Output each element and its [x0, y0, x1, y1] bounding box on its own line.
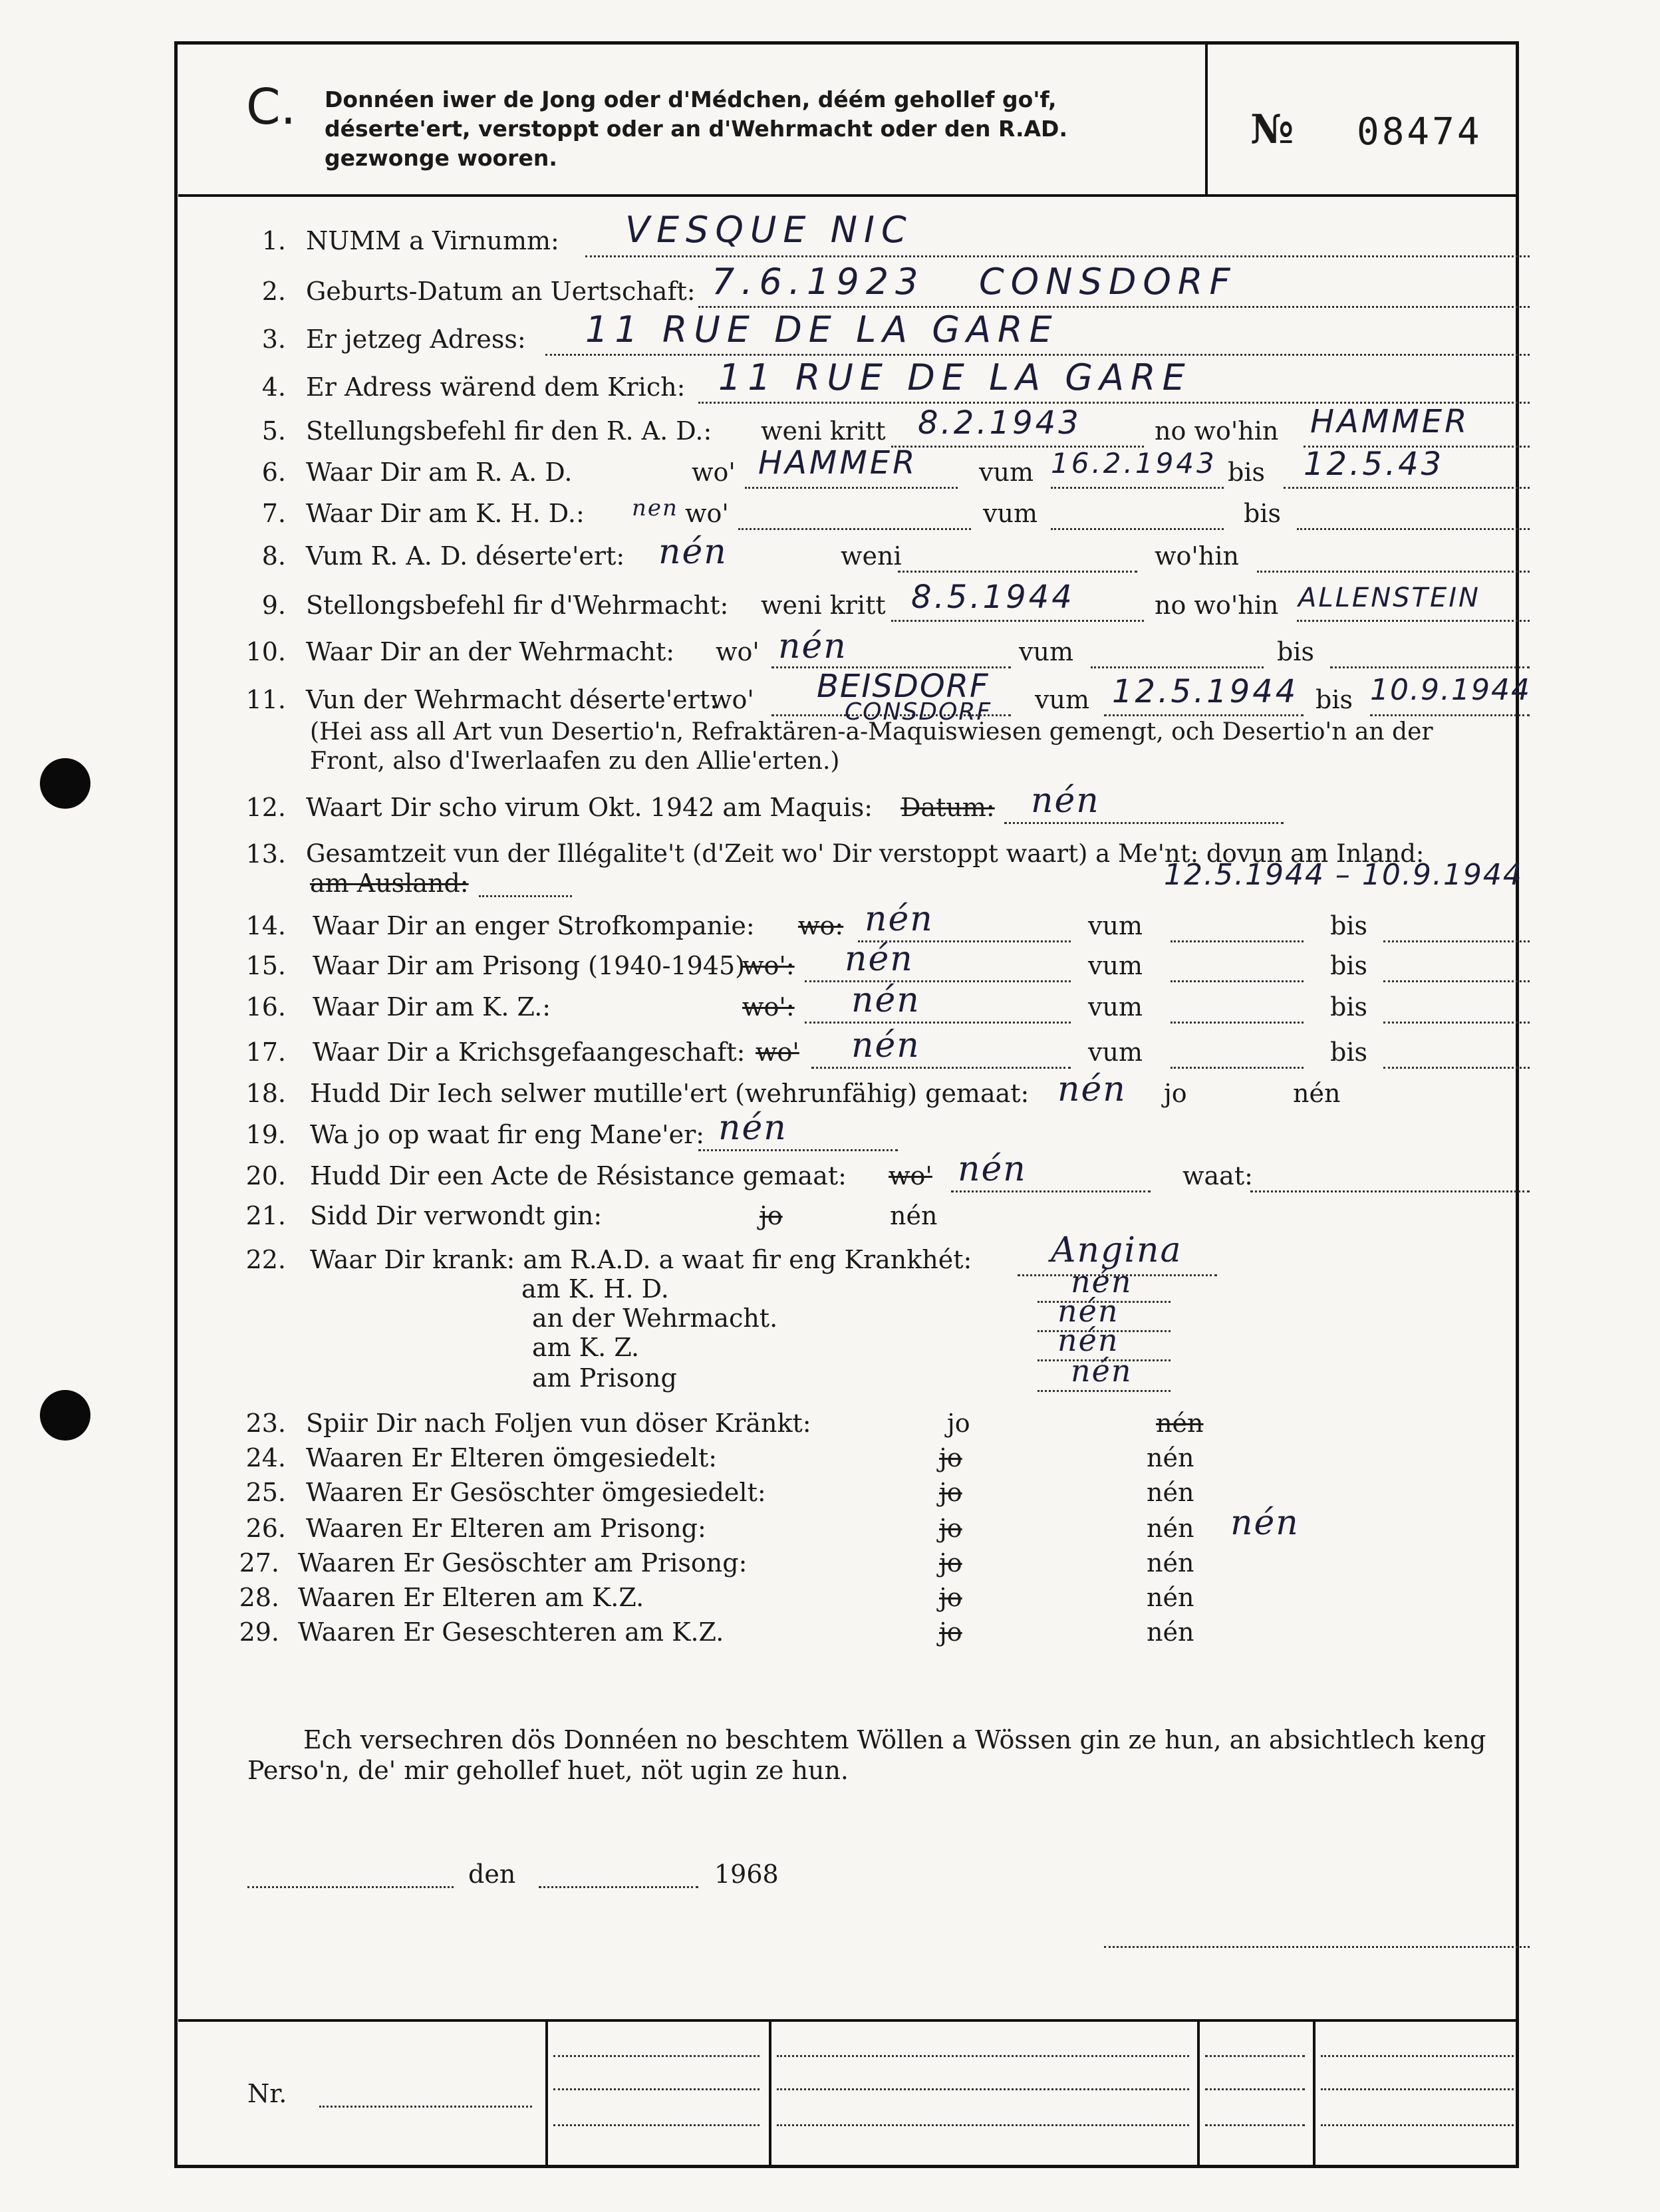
nr-dotted-line[interactable] [319, 2106, 532, 2108]
wehrmacht-desertion-label: Vun der Wehrmacht déserte'ert: [306, 685, 718, 714]
year-label: 1968 [714, 1860, 779, 1889]
date-dotted-line[interactable] [539, 1886, 698, 1888]
kz-where-struck: wo': [742, 992, 795, 1022]
war-address-value[interactable]: 11 RUE DE LA GARE [718, 356, 1192, 398]
parents-prison-no: nén [1147, 1514, 1194, 1543]
rad-service-from[interactable]: 16.2.1943 [1051, 447, 1217, 480]
line-14 [0, 899, 1660, 951]
line-number: 26. [245, 1514, 286, 1543]
wehrmacht-desertion-from-label: vum [1035, 685, 1089, 714]
line-number: 12. [245, 793, 286, 822]
wehrmacht-order-label: Stellongsbefehl fir d'Wehrmacht: [306, 591, 729, 620]
footer-dotted-line [777, 2055, 1189, 2057]
rad-order-label: Stellungsbefehl fir den R. A. D.: [306, 416, 712, 446]
penal-company-label: Waar Dir an enger Strofkompanie: [313, 911, 755, 940]
maquis-answer[interactable]: nén [1031, 781, 1100, 821]
line-1 [0, 209, 1660, 266]
form-number: 08474 [1357, 110, 1482, 154]
rad-order-when-label: weni kritt [761, 416, 886, 446]
line-number: 18. [245, 1079, 286, 1108]
prison-answer[interactable]: nén [845, 939, 914, 979]
prison-to-line [1383, 980, 1530, 982]
rad-service-to-label: bis [1228, 458, 1265, 487]
manner-dotted-line [698, 1149, 898, 1151]
resistance-what-label: waat: [1182, 1161, 1253, 1190]
wehrmacht-service-label: Waar Dir an der Wehrmacht: [306, 637, 675, 666]
resistance-what-line [1250, 1190, 1530, 1192]
line-number: 4. [261, 372, 286, 402]
resistance-label: Hudd Dir een Acte de Résistance gemaat: [310, 1161, 847, 1190]
rad-order-date[interactable]: 8.2.1943 [918, 404, 1081, 442]
rad-desertion-where-label: wo'hin [1155, 541, 1239, 571]
penal-company-answer[interactable]: nén [865, 899, 934, 939]
line-number: 21. [245, 1201, 286, 1230]
line-number: 16. [245, 992, 286, 1022]
line-25 [0, 1478, 1660, 1518]
illness-answer[interactable]: Angina [1051, 1230, 1182, 1270]
line-number: 1. [261, 226, 286, 255]
rad-service-place[interactable]: HAMMER [758, 444, 918, 482]
rad-desertion-place-line [1257, 571, 1530, 573]
rad-desertion-date-line [898, 571, 1137, 573]
line-number: 20. [245, 1161, 286, 1190]
pow-label: Waar Dir a Krichsgefaangeschaft: [313, 1037, 746, 1067]
kz-place-line [805, 1022, 1071, 1024]
birth-dotted-line [698, 306, 1530, 308]
number-label: № [1250, 106, 1294, 153]
kz-from-line [1171, 1022, 1304, 1024]
line-29 [0, 1617, 1660, 1657]
parents-resettled-yes-struck: jo [939, 1443, 962, 1472]
line-number: 5. [261, 416, 286, 446]
wehrmacht-service-from-label: vum [1019, 637, 1073, 666]
line-number: 9. [261, 591, 286, 620]
desertion-note-line-1: (Hei ass all Art vun Desertio'n, Refraktären-a-Maquiswiesen gemengt, och Desertio'n an der [310, 718, 1433, 746]
form-title: Donnéen iwer de Jong oder d'Médchen, déém gehollef go'f, déserte'ert, verstoppt oder an d'Wehrmacht oder den R.AD. gezwonge wooren. [325, 86, 1067, 171]
birth-value[interactable]: 7.6.1923 CONSDORF [712, 261, 1237, 303]
rad-service-from-line [1051, 487, 1224, 489]
illness-sub-answer[interactable]: nén [1057, 1293, 1119, 1329]
footer-dotted-line [1321, 2124, 1514, 2126]
line-number: 3. [261, 325, 286, 354]
illness-sub-line [1038, 1390, 1171, 1392]
rad-service-from-label: vum [979, 458, 1034, 487]
khd-where-label: wo' [685, 499, 729, 528]
resistance-place-line [951, 1190, 1151, 1192]
war-address-label: Er Adress wärend dem Krich: [306, 372, 686, 402]
parents-resettled-label: Waaren Er Elteren ömgesiedelt: [306, 1443, 718, 1472]
illness-label: Waar Dir krank: am R.A.D. a waat fir eng Krankhét: [310, 1245, 972, 1274]
footer-dotted-line [1205, 2124, 1305, 2126]
maquis-label: Waart Dir scho virum Okt. 1942 am Maquis: [306, 793, 873, 822]
khd-place-line [738, 528, 971, 530]
illness-sub-label: am Prisong [532, 1363, 677, 1393]
prison-label: Waar Dir am Prisong (1940-1945) [313, 951, 745, 980]
line-number: 17. [245, 1037, 286, 1067]
resistance-answer[interactable]: nén [958, 1149, 1027, 1189]
line-number: 28. [239, 1583, 279, 1612]
kz-from-label: vum [1088, 992, 1143, 1022]
line-23 [0, 1409, 1660, 1449]
name-label: NUMM a Virnumm: [306, 226, 559, 255]
line-number: 25. [245, 1478, 286, 1507]
khd-to-line [1297, 528, 1530, 530]
wehrmacht-service-from-line [1091, 666, 1264, 668]
siblings-prison-yes-struck: jo [939, 1548, 962, 1578]
footer-top-rule [178, 2019, 1516, 2022]
penal-company-from-line [1171, 940, 1304, 942]
name-value[interactable]: VESQUE NIC [625, 209, 913, 251]
maquis-dotted-line [1004, 822, 1284, 824]
wehrmacht-order-place[interactable]: ALLENSTEIN [1298, 583, 1480, 613]
parents-kz-yes-struck: jo [939, 1583, 962, 1612]
penal-company-where-struck: wo: [798, 911, 844, 940]
rad-service-to[interactable]: 12.5.43 [1304, 446, 1445, 483]
illness-sub-answer[interactable]: nén [1071, 1264, 1133, 1300]
wehrmacht-order-where-label: no wo'hin [1155, 591, 1279, 620]
wehrmacht-desertion-to-label: bis [1315, 685, 1353, 714]
line-number: 10. [245, 637, 286, 666]
line-number: 23. [245, 1409, 286, 1438]
line-13-cont [0, 858, 1660, 908]
birth-label: Geburts-Datum an Uertschaft: [306, 277, 696, 306]
line-number: 13. [245, 839, 286, 869]
line-number: 19. [245, 1120, 286, 1149]
desertion-note-line-2: Front, also d'Iwerlaafen zu den Allie'erten.) [310, 748, 840, 775]
wounded-yes-struck: jo [760, 1201, 783, 1230]
line-17 [0, 1026, 1660, 1077]
declaration-text: Ech versechren dös Donnéen no beschtem Wöllen a Wössen gin ze hun, an absichtlech keng [303, 1725, 1486, 1754]
line-19 [0, 1108, 1660, 1160]
current-address-value[interactable]: 11 RUE DE LA GARE [585, 309, 1059, 350]
rad-service-to-line [1284, 487, 1530, 489]
manner-answer[interactable]: nén [718, 1108, 787, 1148]
footer-dotted-line [553, 2055, 760, 2057]
parents-kz-no: nén [1147, 1583, 1194, 1612]
line-12 [0, 781, 1660, 833]
pow-place-line [811, 1067, 1071, 1069]
header-vertical-divider [1205, 44, 1208, 194]
line-number: 24. [245, 1443, 286, 1472]
wehrmacht-desertion-from-line [1104, 714, 1304, 716]
illness-sub-answer[interactable]: nén [1057, 1322, 1119, 1358]
line-26 [0, 1503, 1660, 1554]
line-number: 2. [261, 277, 286, 306]
siblings-resettled-yes-struck: jo [939, 1478, 962, 1507]
parents-resettled-no: nén [1147, 1443, 1194, 1472]
kz-to-line [1383, 1022, 1530, 1024]
self-mutilation-answer[interactable]: nén [1057, 1069, 1127, 1109]
penal-company-from-label: vum [1088, 911, 1143, 940]
rad-order-place[interactable]: HAMMER [1310, 403, 1470, 440]
manner-label: Wa jo op waat fir eng Mane'er: [310, 1120, 705, 1149]
line-28 [0, 1583, 1660, 1623]
line-11-note-2 [0, 748, 1660, 787]
penal-company-to-line [1383, 940, 1530, 942]
parents-prison-yes-struck: jo [939, 1514, 962, 1543]
rad-service-label: Waar Dir am R. A. D. [306, 458, 573, 487]
date-line [0, 1860, 1660, 1899]
footer-dotted-line [553, 2124, 760, 2126]
penal-company-to-label: bis [1330, 911, 1367, 940]
rad-desertion-answer[interactable]: nén [658, 532, 728, 572]
khd-label: Waar Dir am K. H. D.: [306, 499, 585, 528]
maquis-date-label-struck: Datum: [900, 793, 995, 822]
current-address-label: Er jetzeg Adress: [306, 325, 526, 354]
pow-from-label: vum [1088, 1037, 1143, 1067]
rad-desertion-label: Vum R. A. D. déserte'ert: [306, 541, 625, 571]
wehrmacht-order-place-line [1297, 620, 1530, 622]
line-number: 22. [245, 1245, 286, 1274]
wehrmacht-order-date[interactable]: 8.5.1944 [911, 579, 1075, 616]
illegality-period[interactable]: 12.5.1944 – 10.9.1944 [1164, 858, 1523, 892]
footer-dotted-line [777, 2124, 1189, 2126]
rad-service-place-line [745, 487, 958, 489]
siblings-prison-label: Waaren Er Gesöschter am Prisong: [298, 1548, 748, 1578]
line-27 [0, 1548, 1660, 1588]
wehrmacht-service-to-label: bis [1277, 637, 1314, 666]
declaration-text-2: Perso'n, de' mir gehollef huet, nöt ugin ze hun. [247, 1756, 849, 1785]
prison-place-line [805, 980, 1071, 982]
self-mutilation-yes: jo [1164, 1079, 1187, 1108]
footer-dotted-line [1205, 2055, 1305, 2057]
wehrmacht-service-where-label: wo' [716, 637, 760, 666]
rad-service-where-label: wo' [692, 458, 736, 487]
kz-answer[interactable]: nén [851, 980, 920, 1020]
line-16 [0, 980, 1660, 1032]
prison-to-label: bis [1330, 951, 1367, 980]
den-label: den [468, 1860, 516, 1889]
line-7 [0, 495, 1660, 539]
line-8 [0, 532, 1660, 581]
self-mutilation-no: nén [1293, 1079, 1341, 1108]
line-20 [0, 1149, 1660, 1201]
name-dotted-line [585, 255, 1530, 257]
line-6 [0, 444, 1660, 497]
wehrmacht-order-when-label: weni kritt [761, 591, 886, 620]
line-number: 7. [261, 499, 286, 528]
siblings-kz-no: nén [1147, 1617, 1194, 1647]
consequences-yes: jo [947, 1409, 970, 1438]
illness-sub-prisong [0, 1353, 1660, 1403]
pow-from-line [1171, 1067, 1304, 1069]
siblings-kz-label: Waaren Er Geseschteren am K.Z. [298, 1617, 724, 1647]
footer-nr-row [0, 2079, 1660, 2119]
khd-answer[interactable]: nen [632, 495, 678, 521]
footer-dotted-line [1321, 2055, 1514, 2057]
illness-sub-answer[interactable]: nén [1071, 1353, 1133, 1389]
kz-to-label: bis [1330, 992, 1367, 1022]
consequences-label: Spiir Dir nach Foljen vun döser Kränkt: [306, 1409, 811, 1438]
line-9 [0, 579, 1660, 630]
current-address-dotted-line [545, 354, 1530, 356]
prison-from-line [1171, 980, 1304, 982]
pow-to-line [1383, 1067, 1530, 1069]
wounded-label: Sidd Dir verwondt gin: [310, 1201, 603, 1230]
rad-desertion-when-label: weni [841, 541, 902, 571]
abroad-label-struck: am Ausland: [310, 869, 469, 898]
illness-sub-label: am K. H. D. [521, 1274, 669, 1304]
resistance-where-struck: wo' [889, 1161, 932, 1190]
siblings-resettled-label: Waaren Er Gesöschter ömgesiedelt: [306, 1478, 766, 1507]
wehrmacht-service-to-line [1330, 666, 1530, 668]
parents-prison-label: Waaren Er Elteren am Prisong: [306, 1514, 706, 1543]
pow-where-struck: wo' [756, 1037, 799, 1067]
wehrmacht-desertion-where-label: wo' [710, 685, 754, 714]
line-21 [0, 1201, 1660, 1241]
section-letter: C. [246, 78, 297, 136]
siblings-kz-yes-struck: jo [939, 1617, 962, 1647]
prison-from-label: vum [1088, 951, 1143, 980]
prison-where-struck: wo': [742, 951, 795, 980]
line-number: 15. [245, 951, 286, 980]
line-number: 29. [239, 1617, 279, 1647]
khd-from-line [1051, 528, 1224, 530]
signature-dotted-line[interactable] [1104, 1946, 1530, 1948]
wehrmacht-desertion-place-alt[interactable]: CONSDORF [845, 698, 992, 726]
illness-sub-label: an der Wehrmacht. [532, 1304, 778, 1333]
pow-to-label: bis [1330, 1037, 1367, 1067]
parents-prison-answer[interactable]: nén [1230, 1503, 1300, 1543]
illegality-label: Gesamtzeit vun der Illégalite't (d'Zeit wo' Dir verstoppt waart) a Me'nt: dovun am Inland: [306, 839, 1425, 868]
pow-answer[interactable]: nén [851, 1026, 920, 1065]
rad-order-where-label: no wo'hin [1155, 416, 1279, 446]
parents-kz-label: Waaren Er Elteren am K.Z. [298, 1583, 644, 1612]
declaration-line-2 [0, 1756, 1660, 1796]
khd-to-label: bis [1244, 499, 1281, 528]
line-number: 8. [261, 541, 286, 571]
line-number: 14. [245, 911, 286, 940]
place-dotted-line[interactable] [247, 1886, 454, 1888]
line-15 [0, 939, 1660, 991]
siblings-resettled-no: nén [1147, 1478, 1194, 1507]
wounded-no: nén [890, 1201, 938, 1230]
wehrmacht-desertion-place[interactable]: BEISDORF [817, 668, 990, 705]
line-18 [0, 1069, 1660, 1119]
consequences-no-struck: nén [1156, 1409, 1204, 1438]
nr-label: Nr. [247, 2079, 287, 2108]
wehrmacht-desertion-to-line [1370, 714, 1530, 716]
kz-label: Waar Dir am K. Z.: [313, 992, 551, 1022]
wehrmacht-service-answer[interactable]: nén [778, 626, 847, 666]
abroad-dotted-line [479, 895, 572, 897]
siblings-prison-no: nén [1147, 1548, 1194, 1578]
line-number: 27. [239, 1548, 279, 1578]
khd-from-label: vum [983, 499, 1038, 528]
self-mutilation-label: Hudd Dir Iech selwer mutille'ert (wehrunfähig) gemaat: [310, 1079, 1030, 1108]
wehrmacht-desertion-from[interactable]: 12.5.1944 [1112, 673, 1299, 710]
line-24 [0, 1443, 1660, 1483]
wehrmacht-order-date-line [891, 620, 1144, 622]
line-number: 11. [245, 685, 286, 714]
illness-sub-label: am K. Z. [532, 1333, 640, 1362]
line-number: 6. [261, 458, 286, 487]
wehrmacht-desertion-to[interactable]: 10.9.1944 [1370, 673, 1531, 707]
header-divider [178, 194, 1516, 197]
